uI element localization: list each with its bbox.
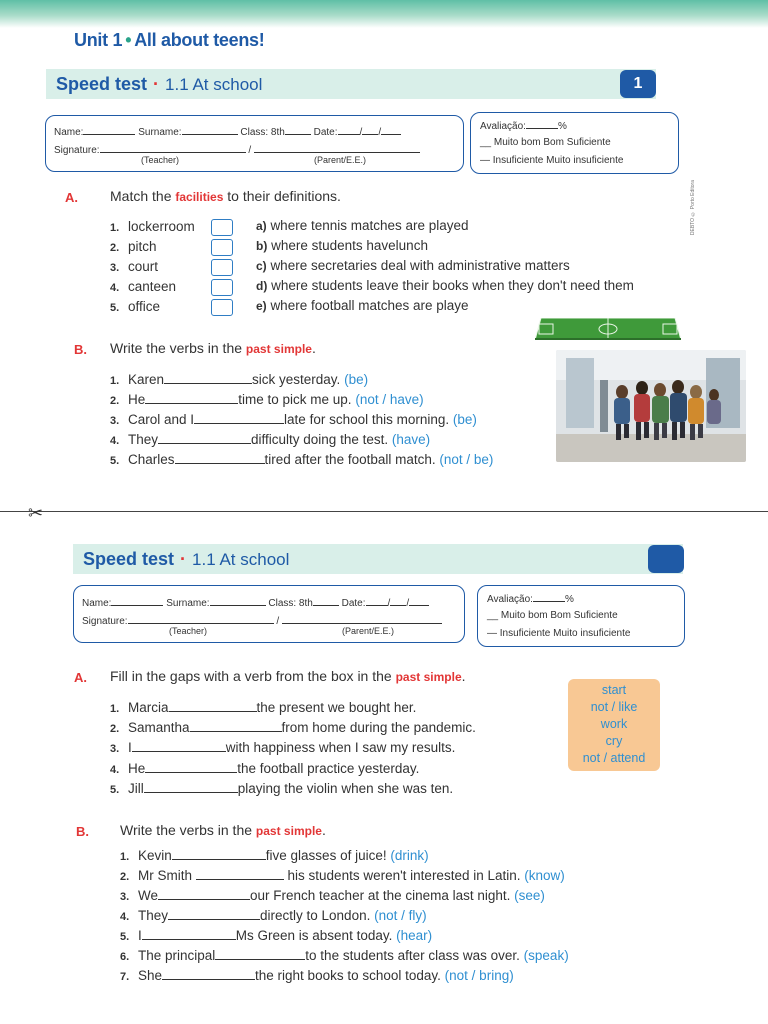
answer-blank[interactable] bbox=[169, 699, 257, 712]
speedtest-title: Speed test bbox=[83, 549, 175, 569]
answer-box[interactable] bbox=[211, 239, 233, 256]
answer-blank[interactable] bbox=[144, 780, 238, 793]
definition: a) where tennis matches are played bbox=[256, 218, 469, 233]
answer-blank[interactable] bbox=[168, 907, 260, 920]
answer-blank[interactable] bbox=[158, 887, 250, 900]
definition: d) where students leave their books when they don't need them bbox=[256, 278, 634, 293]
exercise-item: 5. Charles tired after the football match. (not / be) bbox=[110, 452, 494, 467]
exercise-item: 7. She the right books to school today. (not / bring) bbox=[120, 968, 514, 983]
exercise-item: 1. Kevin five glasses of juice! (drink) bbox=[120, 848, 429, 863]
speedtest-title: Speed test bbox=[56, 74, 148, 94]
match-item: 5. office bbox=[110, 299, 161, 314]
section-b-instruction: Write the verbs in the past simple. bbox=[110, 340, 316, 356]
answer-blank[interactable] bbox=[175, 451, 265, 464]
student-info-box: Name: Surname: Class: 8th Date: / / Signature: / (Teacher) (Parent/E.E.) bbox=[45, 115, 464, 172]
word-box bbox=[568, 679, 660, 771]
match-item: 1. lockerroom bbox=[110, 219, 195, 234]
section-b-letter: B. bbox=[76, 824, 89, 839]
exercise-item: 2. Mr Smith his students weren't interested in Latin. (know) bbox=[120, 868, 565, 883]
definition: b) where students havelunch bbox=[256, 238, 428, 253]
evaluation-box: Avaliação: % __ Muito bom Bom Suficiente — Insuficiente Muito insuficiente bbox=[470, 112, 679, 174]
exercise-item: 6. The principal to the students after class was over. (speak) bbox=[120, 948, 569, 963]
answer-blank[interactable] bbox=[215, 947, 305, 960]
exercise-item: 4. He the football practice yesterday. bbox=[110, 761, 420, 776]
exercise-item: 1. Marcia the present we bought her. bbox=[110, 700, 417, 715]
answer-box[interactable] bbox=[211, 219, 233, 236]
exercise-item: 5. I Ms Green is absent today. (hear) bbox=[120, 928, 433, 943]
exercise-item: 3. We our French teacher at the cinema last night. (see) bbox=[120, 888, 545, 903]
test-number-badge: 1 bbox=[620, 70, 656, 98]
exercise-item: 5. Jill playing the violin when she was ten. bbox=[110, 781, 454, 796]
word-option: not / like bbox=[590, 700, 638, 714]
answer-blank[interactable] bbox=[142, 927, 236, 940]
word-option: start bbox=[601, 683, 627, 697]
test-number-badge bbox=[648, 545, 684, 573]
section-b-letter: B. bbox=[74, 342, 87, 357]
answer-blank[interactable] bbox=[172, 847, 266, 860]
section-b-instruction: Write the verbs in the past simple. bbox=[120, 822, 326, 838]
answer-blank[interactable] bbox=[158, 431, 251, 444]
cut-line bbox=[0, 511, 768, 512]
unit-title: Unit 1 • All about teens! bbox=[74, 30, 265, 50]
student-info-box: Name: Surname: Class: 8th Date: / / Signature: / (Teacher) (Parent/E.E.) bbox=[73, 585, 465, 643]
match-item: 4. canteen bbox=[110, 279, 177, 294]
answer-blank[interactable] bbox=[164, 371, 252, 384]
speedtest-banner: Speed test · 1.1 At school bbox=[73, 544, 683, 574]
section-a-letter: A. bbox=[65, 190, 78, 205]
exercise-item: 3. I with happiness when I saw my results. bbox=[110, 740, 456, 755]
answer-blank[interactable] bbox=[196, 867, 284, 880]
definition: e) where football matches are playe bbox=[256, 298, 469, 313]
answer-box[interactable] bbox=[211, 259, 233, 276]
answer-blank[interactable] bbox=[145, 760, 237, 773]
speedtest-banner: Speed test · 1.1 At school bbox=[46, 69, 656, 99]
exercise-item: 2. He time to pick me up. (not / have) bbox=[110, 392, 424, 407]
answer-blank[interactable] bbox=[194, 411, 284, 424]
definition: c) where secretaries deal with administrative matters bbox=[256, 258, 570, 273]
section-a-instruction: Match the facilities to their definitions. bbox=[110, 188, 341, 204]
answer-blank[interactable] bbox=[145, 391, 238, 404]
answer-blank[interactable] bbox=[132, 739, 226, 752]
speedtest-subtitle: 1.1 At school bbox=[165, 75, 263, 94]
exercise-item: 4. They directly to London. (not / fly) bbox=[120, 908, 427, 923]
word-option: cry bbox=[605, 734, 623, 748]
speedtest-subtitle: 1.1 At school bbox=[192, 550, 290, 569]
match-item: 2. pitch bbox=[110, 239, 157, 254]
scissors-icon: ✂ bbox=[28, 503, 44, 523]
football-pitch-image bbox=[535, 318, 681, 340]
publisher-credit: DEBTO © Porto Editora bbox=[690, 180, 696, 236]
word-option: not / attend bbox=[582, 751, 646, 765]
exercise-item: 2. Samantha from home during the pandemic. bbox=[110, 720, 476, 735]
evaluation-box: Avaliação: % __ Muito bom Bom Suficiente — Insuficiente Muito insuficiente bbox=[477, 585, 685, 647]
answer-box[interactable] bbox=[211, 299, 233, 316]
exercise-item: 4. They difficulty doing the test. (have) bbox=[110, 432, 431, 447]
answer-blank[interactable] bbox=[162, 967, 255, 980]
top-band bbox=[0, 0, 768, 28]
section-a-instruction: Fill in the gaps with a verb from the box in the past simple. bbox=[110, 668, 466, 684]
section-a-letter: A. bbox=[74, 670, 87, 685]
word-option: work bbox=[600, 717, 628, 731]
exercise-item: 1. Karen sick yesterday. (be) bbox=[110, 372, 369, 387]
answer-blank[interactable] bbox=[190, 719, 282, 732]
answer-box[interactable] bbox=[211, 279, 233, 296]
students-running-photo bbox=[556, 350, 746, 462]
exercise-item: 3. Carol and I late for school this morning. (be) bbox=[110, 412, 477, 427]
match-item: 3. court bbox=[110, 259, 159, 274]
